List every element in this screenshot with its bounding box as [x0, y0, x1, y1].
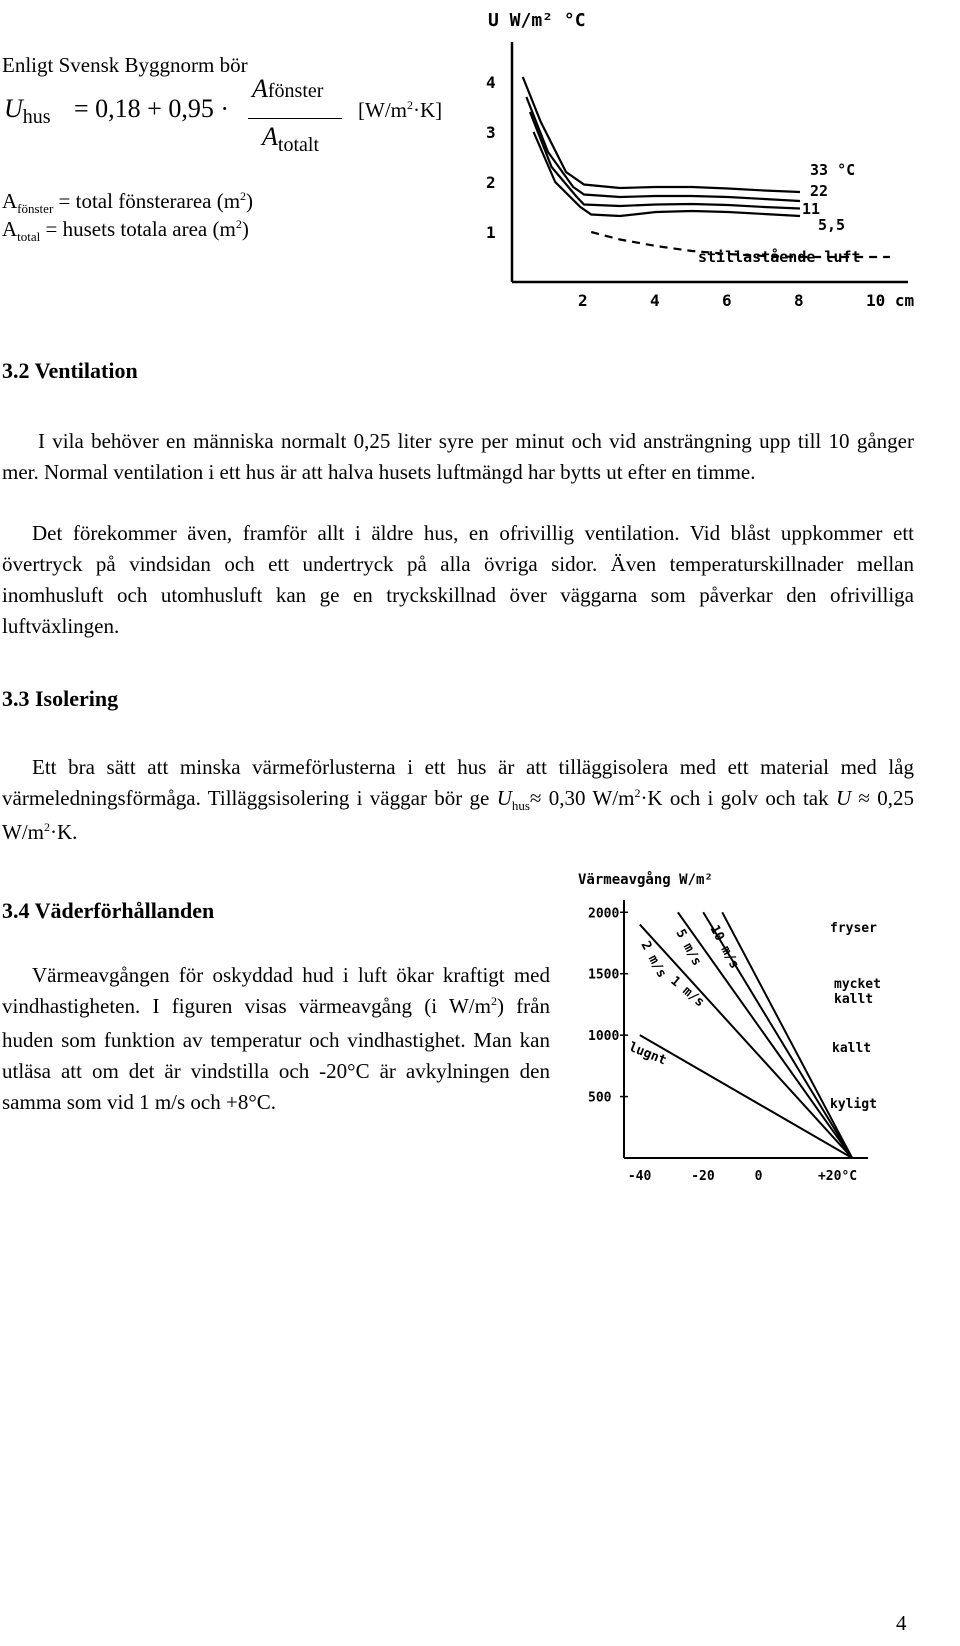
y-tick-label: 2 — [486, 173, 496, 192]
x-tick-label: +20°C — [817, 1169, 858, 1184]
y-tick-label: 1000 — [588, 1029, 620, 1045]
series-line — [530, 112, 800, 209]
wind-line — [678, 912, 852, 1158]
formula-rhs: = 0,18 + 0,95 · — [74, 94, 229, 123]
y-tick-label: 3 — [486, 123, 496, 142]
line-label-2ms: 2 m/s — [637, 938, 670, 981]
heading-vaderforhallanden: 3.4 Väderförhållanden — [2, 898, 215, 923]
line-label-1ms: 1 m/s — [667, 973, 708, 1011]
x-tick-label: 4 — [650, 291, 660, 310]
formula-denominator: $A_{totalt}$ — [262, 122, 319, 156]
u-chart-ylabel: U W/m² °C — [488, 10, 586, 31]
formula-lhs: $U_{hus}$ — [4, 94, 51, 128]
zone-kallt: kallt — [832, 1041, 872, 1056]
line-label-lugnt: lugnt — [626, 1039, 669, 1069]
x-tick-label: 2 — [578, 291, 588, 310]
ventilation-paragraph-2: Det förekommer även, framför allt i äldre hus, en ofrivillig ventilation. Vid blåst uppkommer ett övertryck på vindsidan och ett undertryck på alla övriga sidor. Även temperaturskillnader mellan inomhusluft och utomhusluft kan ge en tryckskillnad över väggarna som påverkar den ofrivilliga luftväxlingen. — [2, 521, 914, 638]
series-label-11: 11 — [802, 200, 821, 218]
line-label-5ms: 5 m/s — [672, 926, 705, 969]
zone-mycket-kallt: mycket kallt — [834, 977, 881, 1007]
heading-isolering: 3.3 Isolering — [2, 686, 119, 711]
wind-line — [640, 922, 852, 1158]
series-label-still-air: stillastående luft — [698, 248, 861, 266]
x-tick-label: 8 — [794, 291, 804, 310]
y-tick-label: 2000 — [588, 906, 620, 922]
u-formula — [4, 72, 474, 162]
y-tick-label: 1 — [486, 223, 496, 242]
series-label-22: 22 — [810, 182, 829, 200]
vader-paragraph: Värmeavgången för oskyddad hud i luft ökar kraftigt med vindhastigheten. I figuren visas värmeavgång (i $W/m^2$) från huden som funktion av temperatur och vindhastighet. Man kan utläsa att om det är vindstilla och -20°C är avkylningen den samma som vid 1 m/s och +8°C. — [2, 963, 550, 1114]
line-label-10ms: 10 m/s — [706, 922, 742, 972]
isolering-paragraph: Ett bra sätt att minska värmeförlusterna i ett hus är att tilläggisolera med ett material med låg värmeledningsförmåga. Tilläggsisolering i väggar bör ge $U_{hus}\approx 0,30$ $W/m^2\cdot K$ och i golv och tak U ≈ 0,25 $W/m^2\cdot K$. — [2, 755, 915, 844]
x-tick-label: 10 cm — [866, 291, 915, 310]
formula-numerator: Afönster — [252, 74, 324, 103]
zone-fryser: fryser — [830, 921, 877, 936]
y-tick-label: 1500 — [588, 967, 620, 983]
u-value-chart — [480, 0, 920, 325]
x-tick-label: 0 — [754, 1169, 763, 1184]
x-tick-label: 6 — [722, 291, 732, 310]
y-tick-label: 500 — [588, 1090, 612, 1106]
definition-total-area: $A_{total}$ = husets totala area $(m^2)$ — [2, 217, 249, 244]
series-label-5-5: 5,5 — [818, 216, 846, 234]
intro-line: Enligt Svensk Byggnorm bör — [2, 53, 248, 77]
heading-ventilation: 3.2 Ventilation — [2, 358, 138, 383]
y-tick-label: 4 — [486, 73, 496, 92]
ventilation-paragraph-1: I vila behöver en människa normalt 0,25 liter syre per minut och vid ansträngning upp till 10 gånger mer. Normal ventilation i ett hus är att halva husets luftmängd har bytts ut efter en timme. — [2, 429, 914, 484]
page-number: 4 — [896, 1611, 907, 1635]
series-label-33: 33 °C — [810, 161, 856, 179]
formula-unit: $[W/m^2\cdot K]$ — [358, 98, 443, 122]
zone-kyligt: kyligt — [830, 1097, 877, 1112]
x-tick-label: -40 — [627, 1169, 652, 1184]
definition-window-area: $A_{fönster}$ = total fönsterarea $(m^2)$ — [2, 189, 254, 216]
heat-loss-chart — [560, 862, 920, 1192]
x-tick-label: -20 — [691, 1169, 715, 1184]
heat-chart-title: Värmeavgång W/m² — [578, 872, 713, 888]
fraction-bar — [248, 118, 342, 119]
